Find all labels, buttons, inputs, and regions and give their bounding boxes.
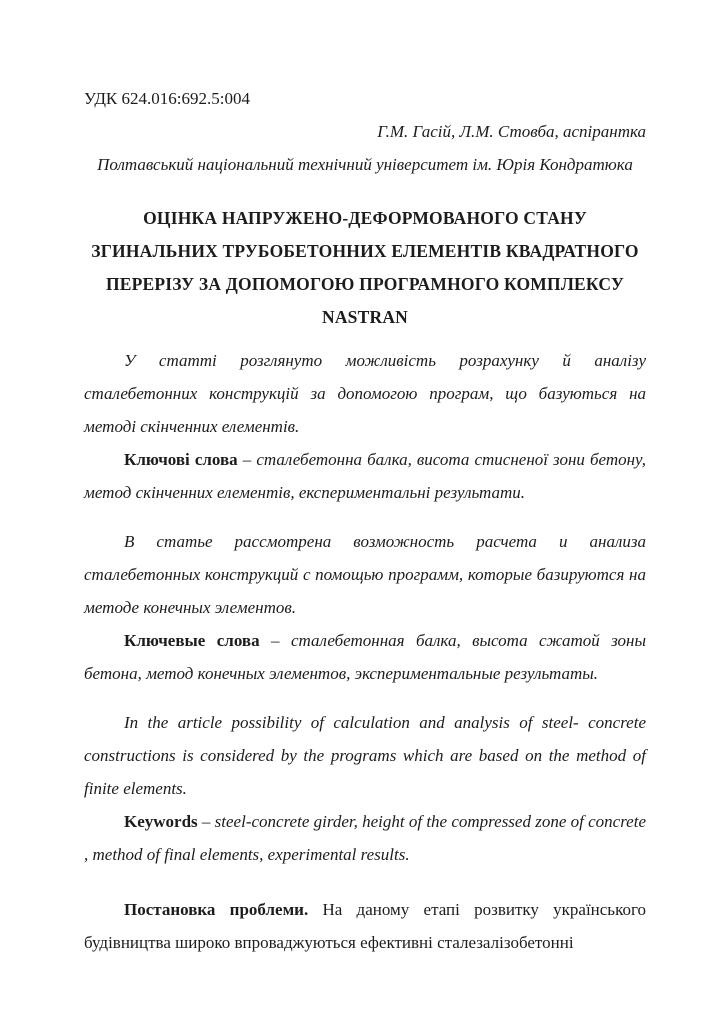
affiliation-line: Полтавський національний технічний університет ім. Юрія Кондратюка: [97, 155, 633, 174]
abstract-ukrainian: У статті розглянуто можливість розрахунку й аналізу сталебетонних конструкцій за допомогою програм, що базуються на методі скінченних елементів.: [84, 351, 646, 436]
problem-statement-text: На даному етапі розвитку українського будівництва широко впроваджуються ефективні сталезалізобетонні: [84, 900, 647, 952]
keywords-english-label: Keywords: [124, 812, 198, 831]
keywords-russian-label: Ключевые слова: [124, 631, 260, 650]
keywords-english: [84, 805, 646, 871]
keywords-russian-text: – сталебетонная балка, высота сжатой зоны бетона, метод конечных элементов, экспериментальные результаты.: [84, 631, 647, 683]
keywords-ukrainian-text: – сталебетонна балка, висота стисненої зони бетону, метод скінченних елементів, експериментальні результати.: [84, 450, 646, 502]
keywords-english-text: – steel-concrete girder, height of the compressed zone of concrete , method of final elements, experimental results.: [84, 812, 646, 864]
problem-statement-heading: Постановка проблеми.: [124, 900, 309, 919]
authors-line: Г.М. Гасій, Л.М. Стовба, аспірантка: [377, 122, 646, 141]
article-title-line-1: ОЦІНКА НАПРУЖЕНО-ДЕФОРМОВАНОГО СТАНУ: [143, 208, 587, 228]
article-title-line-3: ПЕРЕРІЗУ ЗА ДОПОМОГОЮ ПРОГРАМНОГО КОМПЛЕКСУ: [105, 274, 625, 294]
keywords-russian: [84, 624, 646, 690]
abstract-english: In the article possibility of calculation and analysis of steel- concrete constructions is considered by the programs which are based on the method of finite elements.: [84, 713, 646, 798]
article-title-line-2: ЗГИНАЛЬНИХ ТРУБОБЕТОННИХ ЕЛЕМЕНТІВ КВАДРАТНОГО: [91, 241, 639, 261]
keywords-ukrainian: [84, 443, 646, 509]
article-title-line-4: NASTRAN: [322, 307, 408, 327]
udc-number: УДК 624.016:692.5:004: [84, 89, 250, 108]
article-title: [84, 202, 646, 334]
abstract-russian: В статье рассмотрена возможность расчета и анализа сталебетонных конструкций с помощью программ, которые базируются на методе конечных элементов.: [84, 532, 646, 617]
problem-statement-paragraph: [84, 893, 646, 959]
keywords-ukrainian-label: Ключові слова: [124, 450, 238, 469]
